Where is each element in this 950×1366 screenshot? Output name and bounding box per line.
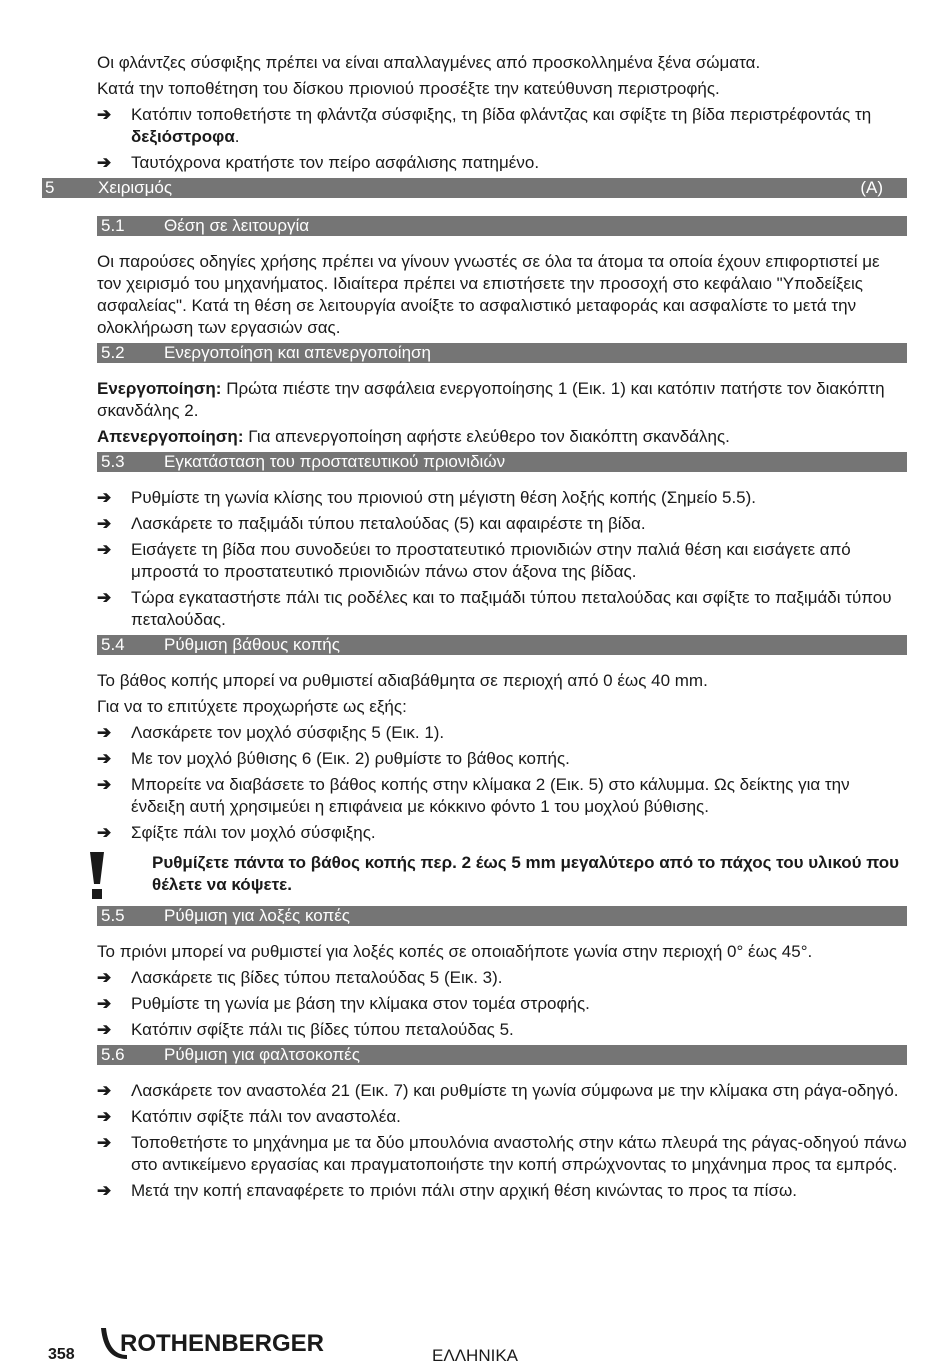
arrow-right-icon: ➔ xyxy=(97,1107,112,1126)
arrow-right-icon: ➔ xyxy=(97,823,112,842)
paragraph-activation: Ενεργοποίηση: Πρώτα πιέστε την ασφάλεια ενεργοποίησης 1 (Εικ. 1) και κατόπιν πατήστε τον διακόπτη σκανδάλης 2. xyxy=(97,379,885,420)
arrow-right-icon: ➔ xyxy=(97,105,112,124)
arrow-right-icon: ➔ xyxy=(97,1081,112,1100)
page-number: 358 xyxy=(48,1346,75,1363)
list-item: ➔ Κατόπιν σφίξτε πάλι τις βίδες τύπου πεταλούδας 5. xyxy=(97,1020,514,1039)
list-item: ➔ Λασκάρετε το παξιμάδι τύπου πεταλούδας (5) και αφαιρέστε τη βίδα. xyxy=(97,514,646,533)
arrow-right-icon: ➔ xyxy=(97,153,112,172)
paragraph: Το βάθος κοπής μπορεί να ρυθμιστεί αδιαβάθμητα σε περιοχή από 0 έως 40 mm. xyxy=(97,671,708,690)
paragraph: Το πριόνι μπορεί να ρυθμιστεί για λοξές κοπές σε οποιαδήποτε γωνία στην περιοχή 0° έως 45°. xyxy=(97,942,813,961)
paragraph-deactivation: Απενεργοποίηση: Για απενεργοποίηση αφήστε ελεύθερο τον διακόπτη σκανδάλης. xyxy=(97,427,730,446)
list-item: ➔ Τώρα εγκαταστήστε πάλι τις ροδέλες και το παξιμάδι τύπου πεταλούδας και σφίξτε το παξιμάδι τύπου πεταλούδας. xyxy=(97,588,892,629)
warning-note: Ρυθμίζετε πάντα το βάθος κοπής περ. 2 έως 5 mm μεγαλύτερο από το πάχος του υλικού που θέλετε να κόψετε. xyxy=(97,852,907,896)
intro-line-1: Οι φλάντζες σύσφιξης πρέπει να είναι απαλλαγμένες από προσκολλημένα ξένα σώματα. xyxy=(97,53,761,72)
list-item: ➔ Ρυθμίστε τη γωνία κλίσης του πριονιού στη μέγιστη θέση λοξής κοπής (Σημείο 5.5). xyxy=(97,488,757,507)
arrow-right-icon: ➔ xyxy=(97,1020,112,1039)
list-item: ➔ Με τον μοχλό βύθισης 6 (Εικ. 2) ρυθμίστε το βάθος κοπής. xyxy=(97,749,570,768)
arrow-right-icon: ➔ xyxy=(97,514,112,533)
section-heading-5-3: 5.3 Εγκατάσταση του προστατευτικού πριονιδιών xyxy=(97,452,907,472)
list-item: ➔ Λασκάρετε τον μοχλό σύσφιξης 5 (Εικ. 1). xyxy=(97,723,445,742)
arrow-right-icon: ➔ xyxy=(97,588,112,607)
section-heading-5-2: 5.2 Ενεργοποίηση και απενεργοποίηση xyxy=(97,343,907,363)
section-heading-5-5: 5.5 Ρύθμιση για λοξές κοπές xyxy=(97,906,907,926)
list-item: ➔ Μετά την κοπή επαναφέρετε το πριόνι πάλι στην αρχική θέση κινώντας το προς τα πίσω. xyxy=(97,1181,797,1200)
list-item: ➔ Εισάγετε τη βίδα που συνοδεύει το προστατευτικό πριονιδιών στην παλιά θέση και εισάγετε από μπροστά το προστατευτικό πριονιδιών πάνω στον άξονα της βίδας. xyxy=(97,540,851,581)
list-item: ➔ Κατόπιν τοποθετήστε τη φλάντζα σύσφιξης, τη βίδα φλάντζας και σφίξτε τη βίδα περιστρέφοντάς τη δεξιόστροφα. xyxy=(97,105,872,146)
arrow-right-icon: ➔ xyxy=(97,994,112,1013)
paragraph: Οι παρούσες οδηγίες χρήσης πρέπει να γίνουν γνωστές σε όλα τα άτομα τα οποία έχουν επιφορτιστεί με τον χειρισμό του μηχανήματος. Ιδιαίτερα πρέπει να επιστήσετε την προσοχή στο κεφάλαιο "Υποδείξεις ασφαλείας". Κατά τη θέση σε λειτουργία ανοίξτε το ασφαλιστικό μεταφοράς και ασφαλίστε το μετά την ολοκλήρωση των εργασιών σας. xyxy=(97,252,880,337)
list-item: ➔ Λασκάρετε τον αναστολέα 21 (Εικ. 7) και ρυθμίστε τη γωνία σύμφωνα με την κλίμακα στη ράγα-οδηγό. xyxy=(97,1081,899,1100)
intro-line-2: Κατά την τοποθέτηση του δίσκου πριονιού προσέξτε την κατεύθυνση περιστροφής. xyxy=(97,79,720,98)
exclamation-icon xyxy=(86,852,108,900)
list-item: ➔ Λασκάρετε τις βίδες τύπου πεταλούδας 5 (Εικ. 3). xyxy=(97,968,503,987)
paragraph: Για να το επιτύχετε προχωρήστε ως εξής: xyxy=(97,697,407,716)
section-heading-5: 5 Χειρισμός (A) xyxy=(42,178,907,198)
language-label: ΕΛΛΗΝΙΚΑ xyxy=(432,1346,519,1365)
list-item: ➔ Ταυτόχρονα κρατήστε τον πείρο ασφάλισης πατημένο. xyxy=(97,153,540,172)
list-item: ➔ Ρυθμίστε τη γωνία με βάση την κλίμακα στον τομέα στροφής. xyxy=(97,994,590,1013)
document-body xyxy=(45,52,907,1206)
brand-name: ROTHENBERGER xyxy=(120,1330,325,1357)
section-heading-5-4: 5.4 Ρύθμιση βάθους κοπής xyxy=(97,635,907,655)
arrow-right-icon: ➔ xyxy=(97,1133,112,1152)
list-item: ➔ Μπορείτε να διαβάσετε το βάθος κοπής στην κλίμακα 2 (Εικ. 5) στο κάλυμμα. Ως δείκτης για την ένδειξη αυτή χρησιμεύει η επιφάνεια με κόκκινο φόντο 1 του μοχλού βύθισης. xyxy=(97,775,850,816)
arrow-right-icon: ➔ xyxy=(97,540,112,559)
arrow-right-icon: ➔ xyxy=(97,749,112,768)
list-item: ➔ Κατόπιν σφίξτε πάλι τον αναστολέα. xyxy=(97,1107,401,1126)
arrow-right-icon: ➔ xyxy=(97,775,112,794)
arrow-right-icon: ➔ xyxy=(97,1181,112,1200)
arrow-right-icon: ➔ xyxy=(97,723,112,742)
list-item: ➔ Τοποθετήστε το μηχάνημα με τα δύο μπουλόνια αναστολής στην κάτω πλευρά της ράγας-οδηγού πάνω στο αντικείμενο εργασίας και πραγματοποιήστε την κοπή σπρώχνοντας το μηχάνημα προς τα εμπρός. xyxy=(97,1133,907,1174)
arrow-right-icon: ➔ xyxy=(97,968,112,987)
arrow-right-icon: ➔ xyxy=(97,488,112,507)
section-heading-5-6: 5.6 Ρύθμιση για φαλτσοκοπές xyxy=(97,1045,907,1065)
section-heading-5-1: 5.1 Θέση σε λειτουργία xyxy=(97,216,907,236)
brand-logo xyxy=(97,1326,347,1362)
list-item: ➔ Σφίξτε πάλι τον μοχλό σύσφιξης. xyxy=(97,823,376,842)
intro-block xyxy=(97,52,907,174)
